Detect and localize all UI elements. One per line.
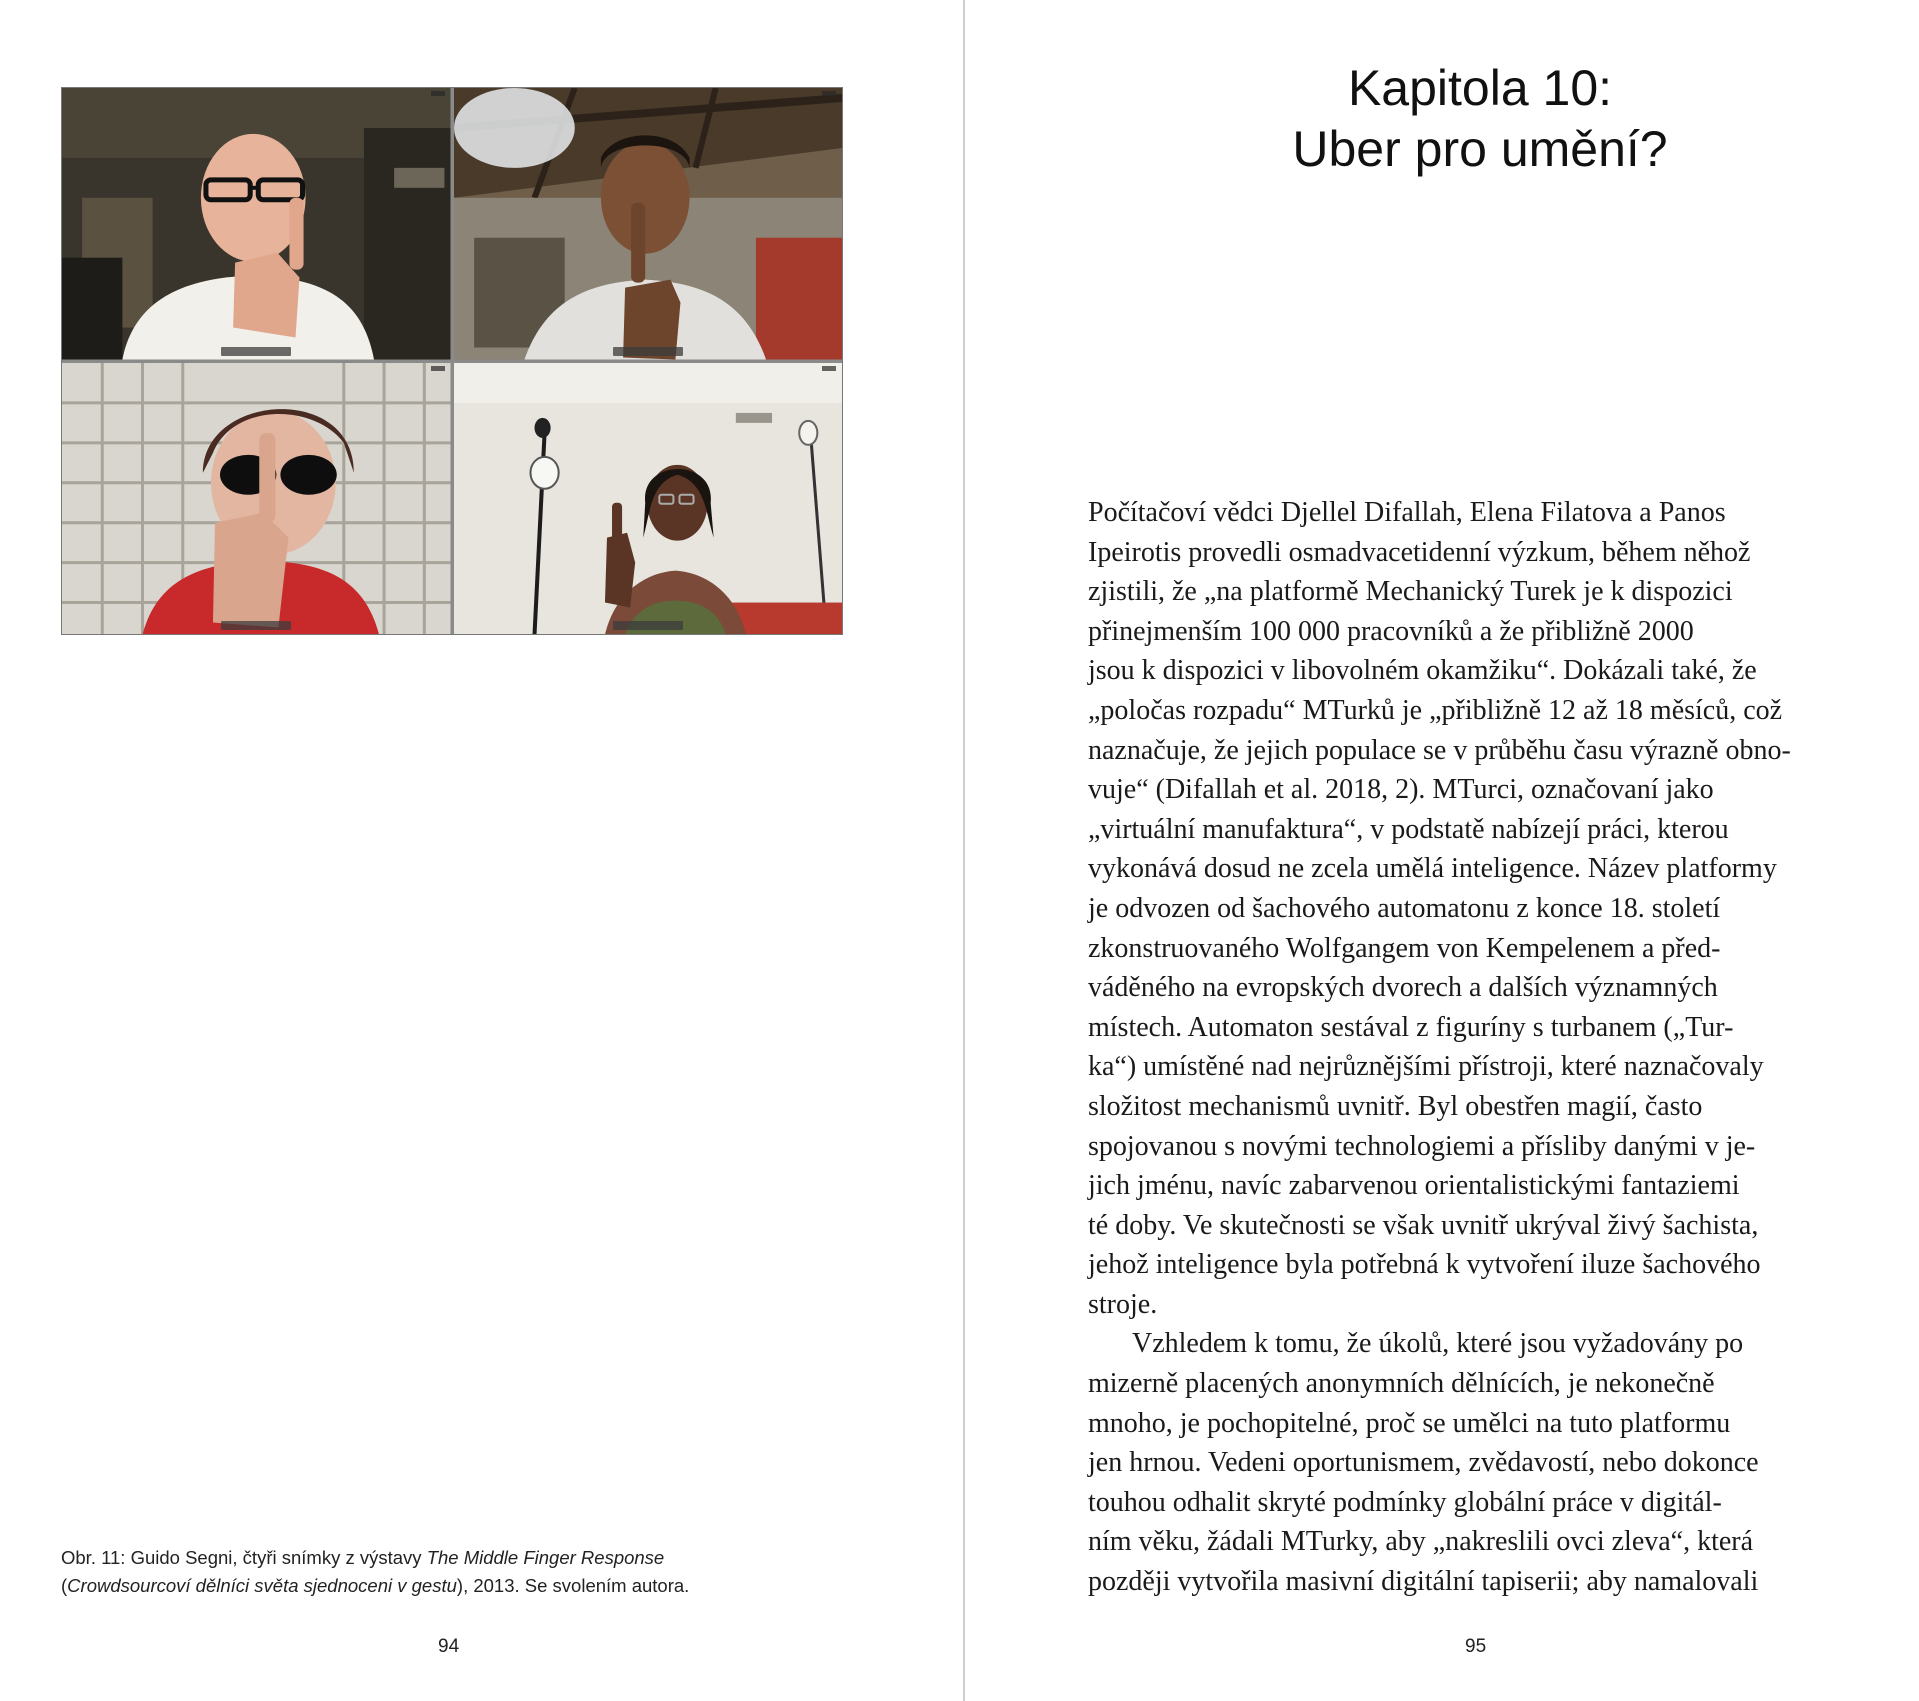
body-line: „virtuální manufaktura“, v podstatě nabízejí práci, kterou: [1088, 813, 1729, 845]
body-line: mnoho, je pochopitelné, proč se umělci na tuto platformu: [1088, 1407, 1731, 1439]
photo-woman-bedroom: [454, 363, 843, 635]
body-line: vykonává dosud ne zcela umělá inteligence. Název platformy: [1088, 853, 1777, 885]
body-line: mizerně placených anonymních dělnících, je nekonečně: [1088, 1368, 1715, 1400]
body-line: Vzhledem k tomu, že úkolů, které jsou vyžadovány po: [1132, 1328, 1744, 1360]
panel-boy: [454, 88, 843, 360]
body-line: Ipeirotis provedli osmadvacetidenní výzkum, během něhož: [1088, 536, 1751, 568]
chapter-title: [1150, 58, 1810, 180]
body-line: přinejmenším 100 000 pracovníků a že přibližně 2000: [1088, 615, 1694, 647]
body-line: místech. Automaton sestával z figuríny s turbanem („Tur-: [1088, 1011, 1734, 1043]
window-badge: [822, 366, 836, 371]
body-line: té doby. Ve skutečnosti se však uvnitř ukrýval živý šachista,: [1088, 1209, 1759, 1241]
body-line: vuje“ (Difallah et al. 2018, 2). MTurci, označovaní jako: [1088, 774, 1714, 806]
body-line: ka“) umístěné nad nejrůznějšími přístroji, které naznačovaly: [1088, 1051, 1764, 1083]
figure-caption: [61, 1544, 881, 1600]
caption-line-2: (Crowdsourcoví dělníci světa sjednoceni v gestu), 2013. Se svolením autora.: [61, 1575, 690, 1596]
body-line: jich jménu, navíc zabarvenou orientalistickými fantaziemi: [1088, 1170, 1740, 1202]
body-line: „poločas rozpadu“ MTurků je „přibližně 12 až 18 měsíců, což: [1088, 694, 1783, 726]
chapter-title-line-2: Uber pro umění?: [1292, 121, 1668, 177]
window-badge: [431, 91, 445, 96]
page-number-left: 94: [438, 1636, 460, 1657]
caption-line-1: Obr. 11: Guido Segni, čtyři snímky z výstavy The Middle Finger Response: [61, 1547, 665, 1568]
panel-woman-bedroom: [454, 363, 843, 635]
body-line: je odvozen od šachového automatonu z konce 18. století: [1088, 892, 1721, 924]
body-line: složitost mechanismů uvnitř. Byl obestřen magií, často: [1088, 1090, 1703, 1122]
chapter-title-line-1: Kapitola 10:: [1347, 60, 1613, 116]
name-tag: [613, 347, 683, 356]
body-line: naznačuje, že jejich populace se v průběhu času výrazně obno-: [1088, 734, 1791, 766]
window-badge: [431, 366, 445, 371]
body-line: jen hrnou. Vedeni oportunismem, zvědavostí, nebo dokonce: [1088, 1447, 1759, 1479]
photo-woman-sunglasses: [62, 363, 451, 635]
body-text: [1088, 493, 1878, 1602]
photo-man-glasses: [62, 88, 451, 360]
body-line: Počítačoví vědci Djellel Difallah, Elena Filatova a Panos: [1088, 497, 1726, 528]
body-line: váděného na evropských dvorech a dalších významných: [1088, 972, 1718, 1004]
name-tag: [613, 621, 683, 630]
figure-photo-grid: [61, 87, 843, 635]
body-line: zkonstruovaného Wolfgangem von Kempelenem a před-: [1088, 932, 1721, 964]
name-tag: [221, 621, 291, 630]
body-line: jsou k dispozici v libovolném okamžiku“. Dokázali také, že: [1088, 655, 1757, 687]
window-badge: [822, 91, 836, 96]
body-line: touhou odhalit skryté podmínky globální práce v digitál-: [1088, 1486, 1722, 1518]
photo-boy: [454, 88, 843, 360]
body-line: ním věku, žádali MTurky, aby „nakreslili ovci zleva“, která: [1088, 1526, 1754, 1558]
panel-woman-sunglasses: [62, 363, 451, 635]
name-tag: [221, 347, 291, 356]
body-line: zjistili, že „na platformě Mechanický Turek je k dispozici: [1088, 576, 1733, 608]
body-line: později vytvořila masivní digitální tapiserii; aby namalovali: [1088, 1566, 1759, 1598]
body-line: spojovanou s novými technologiemi a přísliby danými v je-: [1088, 1130, 1756, 1162]
panel-man-glasses: [62, 88, 451, 360]
page-number-right: 95: [1465, 1636, 1487, 1657]
body-line: stroje.: [1088, 1288, 1158, 1320]
body-line: jehož inteligence byla potřebná k vytvoření iluze šachového: [1088, 1249, 1761, 1281]
